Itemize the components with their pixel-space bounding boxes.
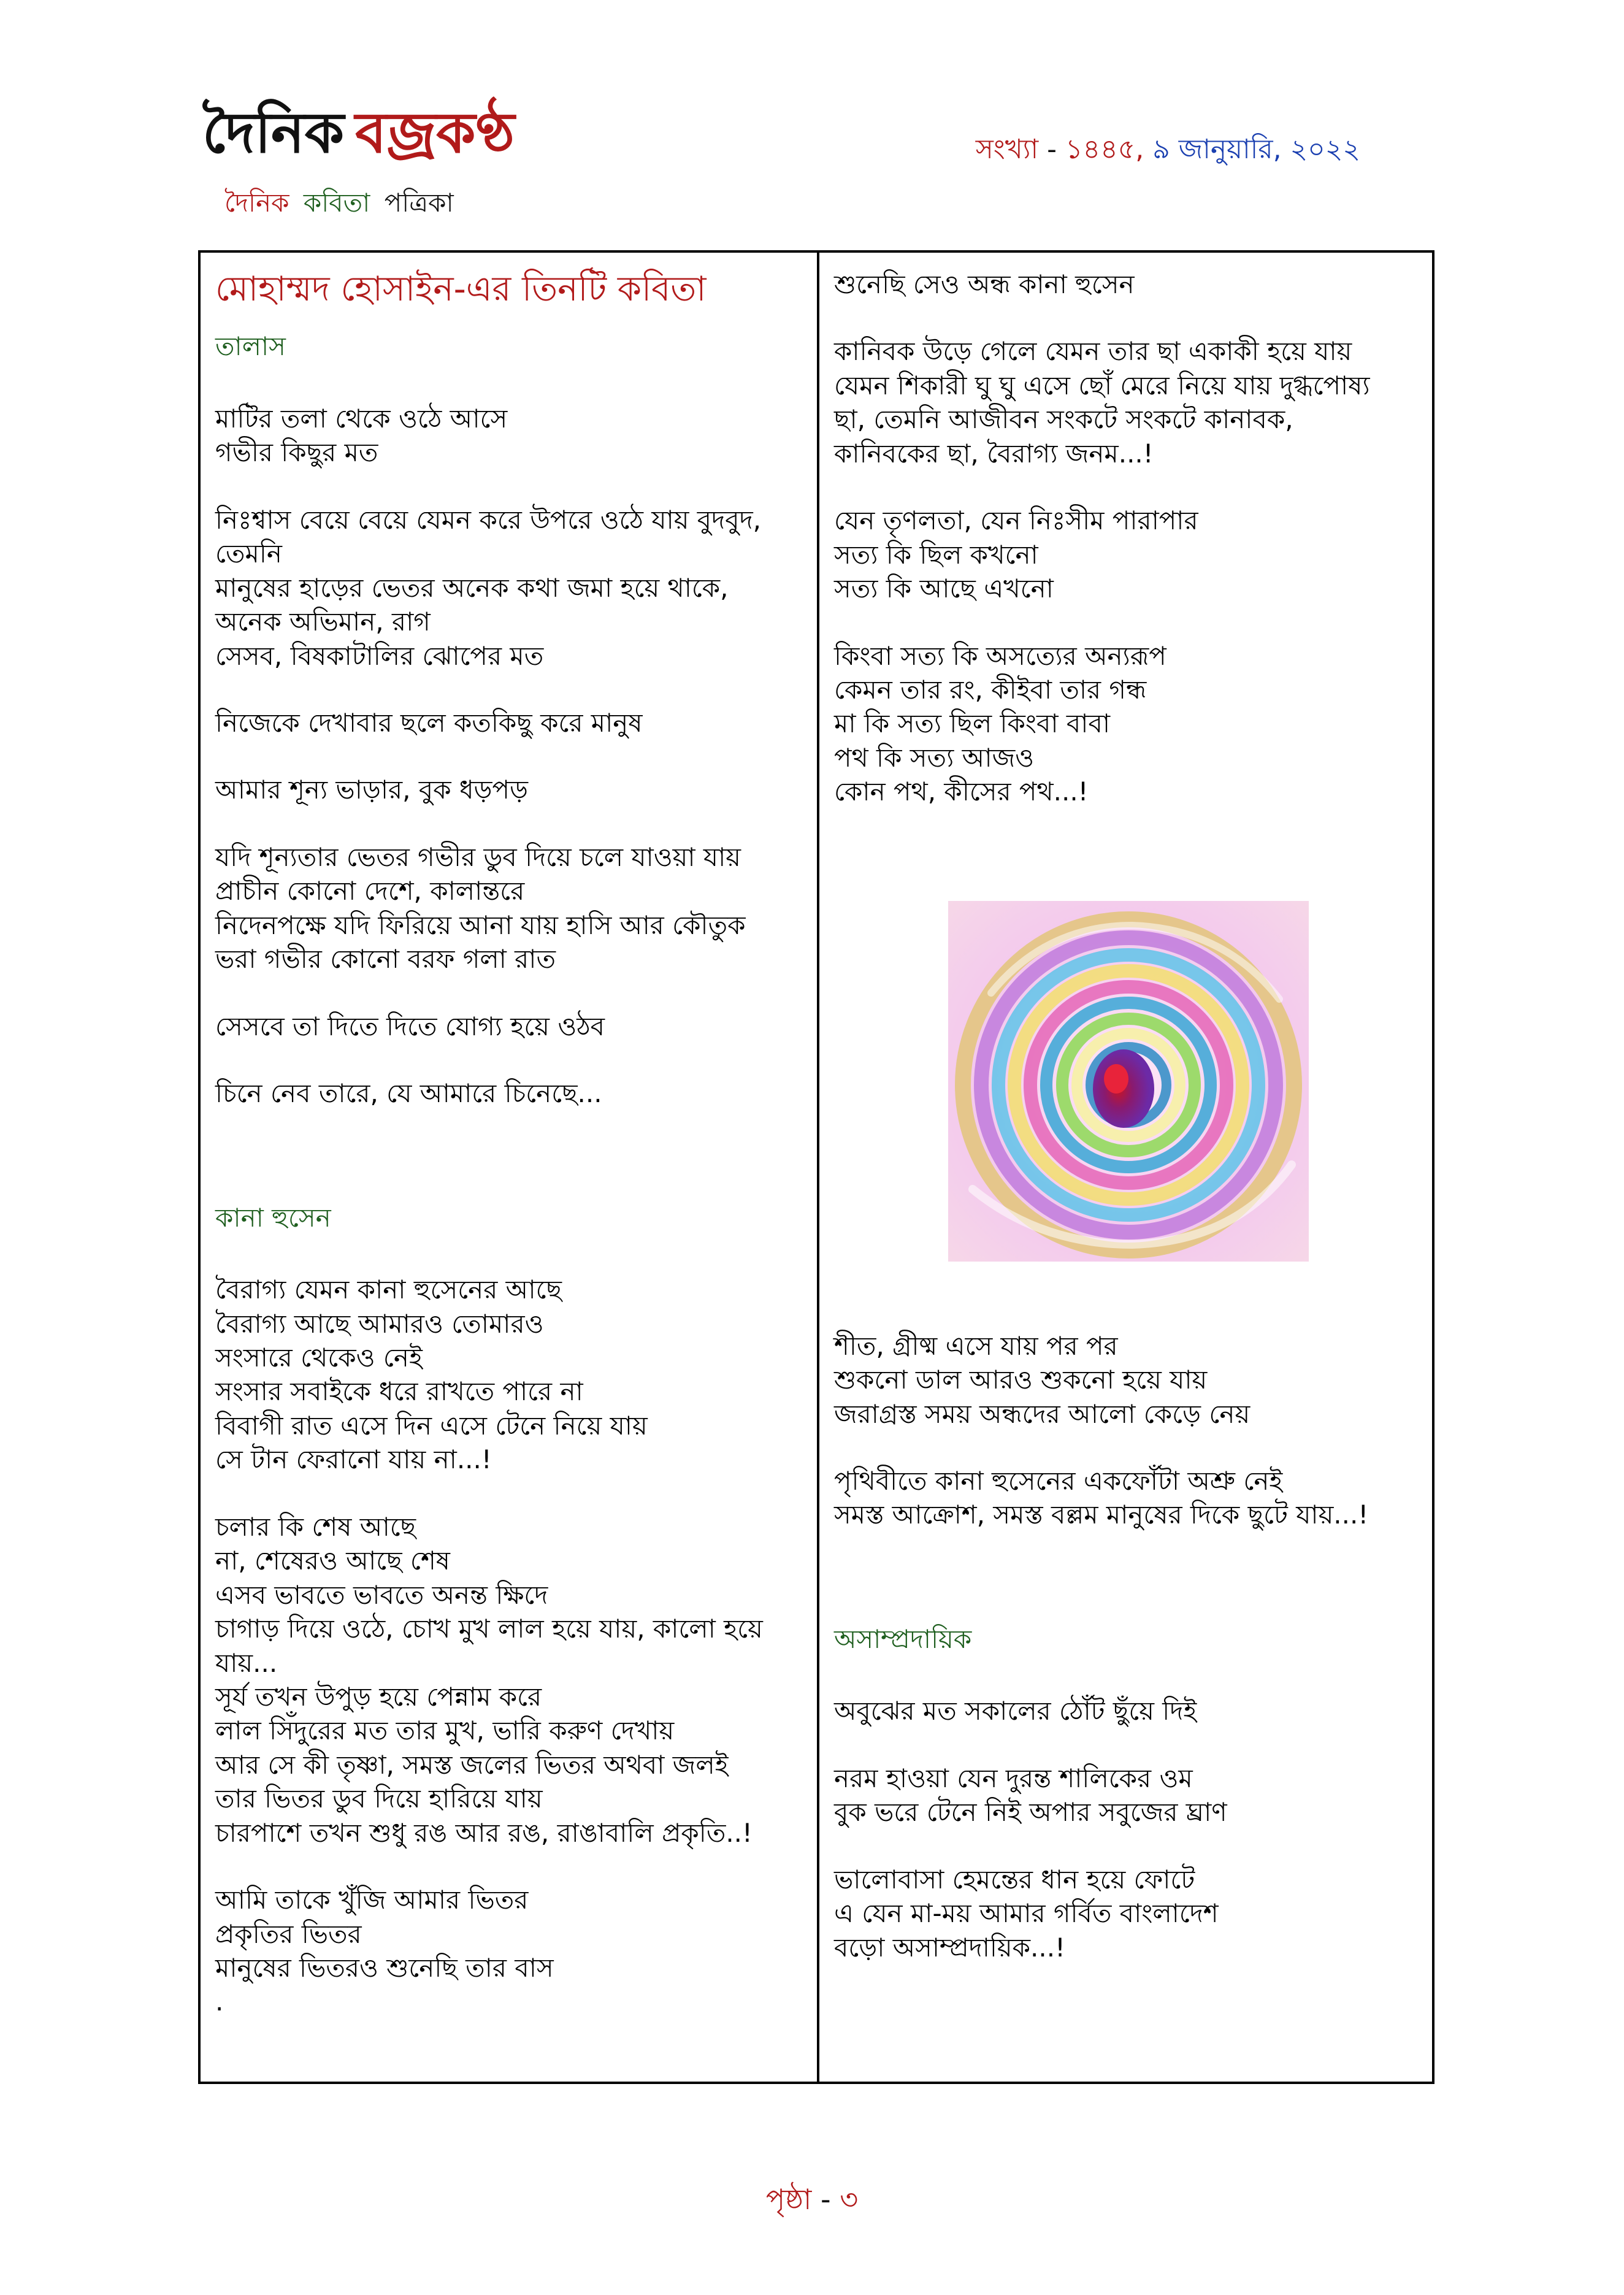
logo-word-2: বজ্রকণ্ঠ: [355, 99, 515, 166]
stanza: [215, 1076, 808, 1110]
poem-line: সংসার সবাইকে ধরে রাখতে পারে না: [215, 1376, 583, 1407]
poem-kana-husen-part-1: [215, 1273, 808, 2019]
poem-line: যায়...: [215, 1647, 278, 1678]
poem-line: কোন পথ, কীসের পথ...!: [834, 776, 1089, 807]
poem-line: ভালোবাসা হেমন্তের ধান হয়ে ফোটে: [834, 1864, 1195, 1895]
stanza: [834, 1761, 1426, 1829]
poem-title-kana-husen: কানা হুসেন: [215, 1202, 331, 1233]
stanza: [834, 1863, 1426, 1964]
poem-line: .: [215, 1987, 224, 2017]
stanza: [215, 706, 808, 740]
stanza: [834, 1329, 1426, 1431]
issue-dash: -: [1038, 134, 1065, 165]
poem-line: লাল সিঁদুরের মত তার মুখ, ভারি করুণ দেখায়: [215, 1715, 675, 1746]
page-footer: [0, 2178, 1624, 2225]
poem-line: সত্য কি ছিল কখনো: [834, 539, 1038, 570]
poem-line: ছা, তেমনি আজীবন সংকটে সংকটে কানাবক,: [834, 404, 1293, 435]
tagline-word-3: পত্রিকা: [384, 188, 454, 218]
poem-line: সেসবে তা দিতে দিতে যোগ্য হয়ে ওঠব: [215, 1011, 605, 1041]
stanza: [215, 402, 808, 470]
poem-line: বৈরাগ্য আছে আমারও তোমারও: [215, 1308, 544, 1339]
stanza: [834, 1694, 1426, 1728]
poem-line: সে টান ফেরানো যায় না...!: [215, 1444, 492, 1475]
stanza: [215, 840, 808, 976]
poem-line: কিংবা সত্য কি অসত্যের অন্যরূপ: [834, 640, 1166, 671]
poem-line: জরাগ্রস্ত সময় অন্ধদের আলো কেড়ে নেয়: [834, 1398, 1251, 1429]
poem-line: চারপাশে তখন শুধু রঙ আর রঙ, রাঙাবালি প্রকৃতি..!: [215, 1817, 753, 1848]
tagline: [224, 183, 515, 226]
poem-kana-husen-part-3: [834, 1329, 1426, 1532]
swirl-artwork-image: [948, 901, 1309, 1262]
poem-line: আমি তাকে খুঁজি আমার ভিতর: [215, 1885, 529, 1915]
poem-line: সমস্ত আক্রোশ, সমস্ত বল্লম মানুষের দিকে ছুটে যায়...!: [834, 1500, 1369, 1530]
issue-date: ৯ জানুয়ারি, ২০২২: [1144, 134, 1360, 165]
poem-line: প্রকৃতির ভিতর: [215, 1918, 362, 1949]
poem-line: নিঃশ্বাস বেয়ে বেয়ে যেমন করে উপরে ওঠে যায় বুদবুদ,: [215, 504, 762, 535]
poem-line: আমার শূন্য ভাড়ার, বুক ধড়পড়: [215, 775, 528, 805]
poem-line: সূর্য তখন উপুড় হয়ে পেন্নাম করে: [215, 1681, 542, 1712]
stanza: [215, 1273, 808, 1477]
poem-asampradayik: [834, 1694, 1426, 1964]
page-label: পৃষ্ঠা: [765, 2183, 812, 2216]
poem-line: চলার কি শেষ আছে: [215, 1511, 416, 1542]
poem-line: না, শেষেরও আছে শেষ: [215, 1546, 450, 1576]
stanza: [834, 334, 1426, 470]
page-number: ৩: [840, 2183, 859, 2216]
poem-line: নিদেনপক্ষে যদি ফিরিয়ে আনা যায় হাসি আর কৌতুক: [215, 910, 746, 940]
right-column: [819, 253, 1434, 2082]
page-dash: -: [811, 2183, 840, 2216]
stanza: [215, 773, 808, 807]
poem-line: ভরা গভীর কোনো বরফ গলা রাত: [215, 944, 556, 975]
poem-line: সংসারে থেকেও নেই: [215, 1343, 423, 1373]
poem-line: নরম হাওয়া যেন দুরন্ত শালিকের ওম: [834, 1763, 1193, 1793]
tagline-word-2: কবিতা: [303, 188, 370, 218]
stanza: [834, 639, 1426, 809]
stanza: [215, 1883, 808, 2019]
poem-line: নিজেকে দেখাবার ছলে কতকিছু করে মানুষ: [215, 708, 643, 738]
poem-line: শীত, গ্রীষ্ম এসে যায় পর পর: [834, 1330, 1118, 1361]
poem-kana-husen-part-2: [834, 267, 1426, 809]
poem-line: বৈরাগ্য যেমন কানা হুসেনের আছে: [215, 1274, 562, 1305]
poem-talas: [215, 402, 808, 1111]
poem-line: মানুষের ভিতরও শুনেছি তার বাস: [215, 1953, 554, 1983]
poem-title-talas: তালাস: [215, 331, 286, 362]
poem-line: পথ কি সত্য আজও: [834, 742, 1035, 773]
poem-line: যেমন শিকারী ঘু ঘু এসে ছোঁ মেরে নিয়ে যায় দুগ্ধপোষ্য: [834, 370, 1370, 400]
poem-line: শুনেছি সেও অন্ধ কানা হুসেন: [834, 269, 1135, 299]
poem-line: গভীর কিছুর মত: [215, 437, 378, 468]
poem-line: তার ভিতর ডুব দিয়ে হারিয়ে যায়: [215, 1784, 543, 1814]
article-frame: [198, 250, 1434, 2084]
poem-line: সত্য কি আছে এখনো: [834, 573, 1054, 604]
stanza: [215, 503, 808, 673]
issue-number: ১৪৪৫,: [1065, 134, 1144, 165]
logo-word-1: দৈনিক: [202, 99, 345, 166]
masthead: [202, 99, 515, 226]
poem-line: এ যেন মা-ময় আমার গর্বিত বাংলাদেশ: [834, 1898, 1219, 1929]
poem-line: চাগাড় দিয়ে ওঠে, চোখ মুখ লাল হয়ে যায়, কালো হয়ে: [215, 1614, 763, 1644]
issue-info: [976, 129, 1360, 174]
poem-line: প্রাচীন কোনো দেশে, কালান্তরে: [215, 876, 525, 906]
article-title: মোহাম্মদ হোসাইন-এর তিনটি কবিতা: [215, 269, 707, 309]
poem-line: যদি শূন্যতার ভেতর গভীর ডুব দিয়ে চলে যাওয়া যায়: [215, 841, 741, 872]
poem-line: অবুঝের মত সকালের ঠোঁট ছুঁয়ে দিই: [834, 1696, 1197, 1726]
poem-line: এসব ভাবতে ভাবতে অনন্ত ক্ষিদে: [215, 1579, 548, 1610]
poem-line: বিবাগী রাত এসে দিন এসে টেনে নিয়ে যায়: [215, 1410, 648, 1441]
poem-line: শুকনো ডাল আরও শুকনো হয়ে যায়: [834, 1365, 1208, 1395]
stanza: [215, 1010, 808, 1043]
poem-title-asampradayik: অসাম্প্রদায়িক: [834, 1623, 972, 1654]
left-column: [201, 253, 817, 2082]
poem-line: অনেক অভিমান, রাগ: [215, 607, 431, 637]
stanza: [215, 1510, 808, 1850]
stanza: [834, 1464, 1426, 1532]
poem-line: যেন তৃণলতা, যেন নিঃসীম পারাপার: [834, 505, 1198, 536]
poem-line: চিনে নেব তারে, যে আমারে চিনেছে...: [215, 1078, 602, 1109]
poem-line: পৃথিবীতে কানা হুসেনের একফোঁটা অশ্রু নেই: [834, 1466, 1283, 1496]
poem-line: কেমন তার রং, কীইবা তার গন্ধ: [834, 674, 1147, 705]
poem-line: তেমনি: [215, 538, 282, 569]
stanza: [834, 504, 1426, 605]
poem-line: কানিবক উড়ে গেলে যেমন তার ছা একাকী হয়ে যায়: [834, 336, 1352, 367]
poem-line: মা কি সত্য ছিল কিংবা বাবা: [834, 708, 1110, 739]
poem-line: মানুষের হাড়ের ভেতর অনেক কথা জমা হয়ে থাকে,: [215, 572, 729, 603]
issue-label: সংখ্যা: [975, 134, 1039, 165]
poem-line: মাটির তলা থেকে ওঠে আসে: [215, 403, 508, 434]
poem-line: সেসব, বিষকাটালির ঝোপের মত: [215, 640, 544, 671]
tagline-word-1: দৈনিক: [224, 188, 289, 218]
poem-line: কানিবকের ছা, বৈরাগ্য জনম...!: [834, 438, 1154, 469]
newspaper-logo: [202, 99, 515, 166]
poem-line: আর সে কী তৃষ্ণা, সমস্ত জলের ভিতর অথবা জলই: [215, 1749, 729, 1780]
poem-line: বুক ভরে টেনে নিই অপার সবুজের ঘ্রাণ: [834, 1797, 1227, 1828]
poem-line: বড়ো অসাম্প্রদায়িক...!: [834, 1932, 1065, 1963]
stanza: [834, 267, 1426, 301]
